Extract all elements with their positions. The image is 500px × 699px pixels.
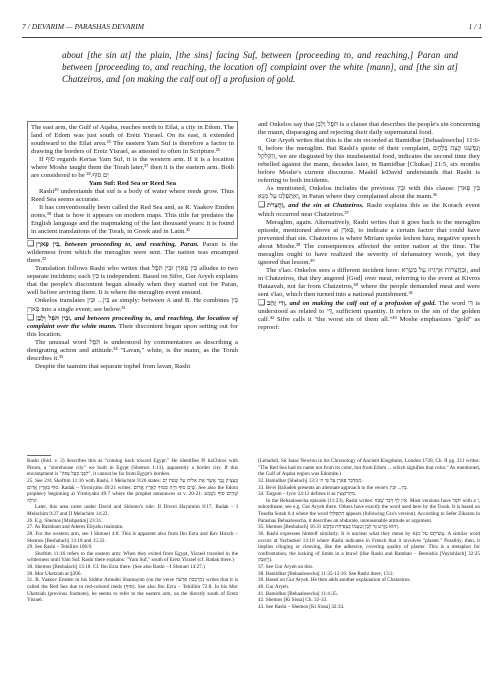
- lemma-translation: , and the sin at Chatzeiros.: [283, 202, 364, 210]
- footnote: (Lehadoli, Sir Isaac Newton in his Chronology of Ancient Kingdoms, London 1728, Ch. II pg. 211 writes: "The Red Sea had its name not from its color, but from Edom ... which signifies that color." As mentioned, the Gulf of Aqaba region was Edomite.): [258, 458, 480, 478]
- checkbox-square-icon: ❑: [258, 298, 266, 308]
- entry-text: Rashi explains this as the Korach event which occurred near Chatzeiros.³⁷: [258, 202, 480, 218]
- commentary-paragraph: The unusual word תֹּפֶל is understood by commentators as describing a denigrating action and attitude.³⁴ "Lavan," white, is the mann, as the Torah describes it.³⁵: [27, 338, 238, 362]
- commentary-paragraph: The s'lao. Onkelos sees a different incident here: וּבַחֲצֵרוֹת אַרְגִּיזוּ עַל בִּשְׂרָא, and in Chatzeiros, that they angered [God] over meat, referring to the event at Kivros Hataavah, not far from Chatzeiros,⁴⁰ where the people demanded meat and were sent s'lao, which then turned into a national punishment.⁴¹: [258, 266, 481, 298]
- lemma-translation: , between proceeding to, and reaching, Paran.: [59, 241, 199, 249]
- footnote: 32. Bamidbar [Shelach] 13:3 מִמִּדְבַּר פָּארָן עַל פִּי ה׳.: [258, 477, 363, 484]
- footnote: 34. Targum – Iyov 24:12 defines it as מִתְרוֹצְצִין.: [258, 491, 357, 498]
- entry-text: Paran is the wilderness from which the meraglim were sent. The nation was encamped there.³²: [27, 241, 238, 265]
- checkbox-square-icon: ❑: [258, 200, 266, 210]
- footnote: 25. See 2:8; Shoftim 11:16 with Rashi, I Melachim 9:26 states: בְּעֶצְיוֹן גֶּבֶר אֲשֶׁר אֶת אֵלוֹת עַל שְׂפַת יַם סוּף בְּאֶרֶץ אֱדוֹם. Radak – Yirmiyahu 49:21 writes: שֶׁיַּם סוּף הָיָה סָמוּךְ לְאֶרֶץ אֱדוֹם. See also the Edom prophecy beginning at Yirmiyahu 49:7 where the prophet announces at v. 20-21: שֶׁהַיַּם סוּף נִשְׁמַע קוֹלָהּ.: [27, 477, 239, 504]
- header-rule: [22, 37, 482, 38]
- commentary-entry: [258, 299, 480, 332]
- box-paragraph: It has conventionally been called the Red Sea and, as R. Yaakov Emden notes,³⁰ that is how it appears on modern maps. This title far predates the English language and the mapmaking of the last thousand years: it is found in ancient translations of the Torah, in Greek and in Latin.³¹: [31, 203, 234, 236]
- commentary-paragraph: As mentioned, Onkelos includes the previous וּבֵין with this clause: בֵּין פָּארָן וְאִתְפְּלַגוּ עַל מַנָּא, in Paran where they complained about the mann.³⁶: [258, 185, 480, 201]
- footnote: 28. For the western arm, see I Shmuel 4:8. This is apparent also from Ibn Ezra and Rav Hirsch – Shemos [Beshalach] 13:18 and 15:22.: [27, 530, 238, 544]
- footnote: Later, this area came under David and Shlomo's rule: II Divrei Hayamim 8:17, Radak – I Melachim 9:27 and II Melachim 14:22.: [27, 504, 238, 517]
- commentary-entry: [258, 201, 480, 218]
- commentary-entry: [27, 314, 238, 339]
- lemma-translation: , and between proceeding to, and reaching, the location of complaint over the white mann.: [27, 314, 238, 330]
- box-heading: Yam Suf: Red Sea or Reed Sea: [88, 179, 177, 187]
- entry-text: Their discontent began upon setting out for this location.: [27, 322, 238, 338]
- commentary-entry: [27, 240, 238, 265]
- footnote: 27. As Rashbam and Aderes Eliyahu maintain.: [27, 524, 124, 531]
- footnote: 33. Be'er BaSadeh presents an alternate approach to the verse's בֵּין... וּבֵין.: [258, 484, 408, 491]
- checkbox-square-icon: ❑: [27, 239, 35, 249]
- commentary-paragraph: and Onkelos say that תֹּפֶל וְלָבָן is a clause that describes the people's sin concerning the mann, disparaging and rejecting their daily supernatural food.: [258, 121, 480, 137]
- footnote: 26. E.g. Shemos [Mishpatim] 23:31.: [27, 517, 103, 524]
- footnote: Rashi (ibid. v. 2) describes this as "coming back toward Egypt." He identifies Pi haChiros with Pisom, a "storehouse city" we built in Egypt (Shemos 1:11), apparently a border city. If this encampment is "לִפְנֵי בַּעַל צְפוֹן", it cannot be far from Egypt's borders.: [27, 458, 238, 478]
- footnote: 43. See Rashi – Shemos [Ki Sissa] 32:34.: [258, 603, 345, 610]
- commentary-paragraph: Gur Aryeh writes that this is the sin recorded at Bamidbar [Behaalosecha] 11:6-9, before the meraglim. But Rashi's quote of their complaint, וְנַפְשֵׁנוּ קָצָה בַּלֶּחֶם הַקְּלֹקֵל, we are disgusted by this insubstantial food, indicates the second time they rebelled against the mann, decades later, in Bamidbar [Chukas] 21:5, six months before Moshe's current discourse. Maskil leDavid understands that Rashi is referring to both incidents.: [258, 137, 481, 185]
- commentary-paragraph: Meraglim, again. Alternatively, Rashi writes that it goes back to the meraglim episode, mentioned above at פָּארָן, to indicate a certain factor that could have prevented that sin. Chatzeiros is where Miriam spoke leshon hara, negative speech about Moshe.³⁸ The consequences affected the entire nation at the time. The meraglim ought to have realized the severity of defamatory words, yet they ignored that lesson.³⁹: [258, 218, 480, 266]
- footnote: 31. R. Yaakov Emden in his Siddur Amudei Shamayim (on the verse מַרְכְּבֹת פַּרְעֹה) writes that it is called the Red Sea due to red-colored reeds (סוּף). See also Ibn Ezra – Tehillim 72:8. In his Mor Uketziah (previous footnote), he seems to refer to the eastern arm, on the directly south of Eretz Yisrael.: [27, 577, 239, 604]
- lemma-translation: , and on making the calf out of a profusion of gold.: [285, 300, 437, 308]
- box-paragraph: The east arm, the Gulf of Aqaba, reaches north to Eilat, a city in Edom. The land of Edom was just south of Eretz Yisrael. On its east, it extended southward to the Eilat area.²⁵ The eastern Yam Suf is therefore a factor in drawing the borders of Eretz Yisrael, as attested to often in Scripture.²⁶: [31, 123, 234, 155]
- hebrew-lemma: וּבֵין תֹּפֶל וְלָבָן: [36, 314, 71, 322]
- checkbox-square-icon: ❑: [27, 312, 35, 322]
- commentary-paragraph: Onkelos translates בֵּין... וּבֵין as simply: between A and B. He combines בֵּין פָּארָן into a single event; see below.³³: [27, 297, 239, 313]
- commentary-left-column: [27, 121, 238, 371]
- footnote: 37. See Gur Aryeh on this.: [258, 564, 314, 570]
- commentary-right-column: [258, 121, 480, 332]
- footnote: 42. Shemos [Ki Sissa] Ch. 32-33.: [258, 597, 328, 604]
- footnote: In the Behaalosecha episode (11:23), Rashi writes: אֵין לְךָ דָּבָר שֶׁבִּזּוּ. Most versions have תֹּפֶל with a ו, subordinate; see e.g. Gur Aryeh there. Others have exactly the word used here by the Torah. It is based on Tosefta Sotah 6:4 where the word הִתְפַּלְּלוּ appears (following Gra's version). According to Sefer Zikaron in Parashas Behaalosecha, it describes an obdurate, unreasonable attitude or argument.: [258, 497, 481, 524]
- box-paragraph: If סוּף regards Kerias Yam Suf, it is the western arm. If it is a location where Moshe taught them the Torah later,²⁷ then it is the eastern arm. Both are considered to be יַם סוּף.²⁸: [31, 155, 234, 179]
- hebrew-lemma: וַחֲצֵרֹת: [267, 202, 284, 210]
- footnote: 35. Shemos [Beshalach] 16:31 וְהוּא כְּזֶרַע גַּד לָבָן וְטַעְמוֹ כְּצַפִּיחִת בִּדְבָשׁ.: [258, 524, 399, 531]
- footnote: 41. Bamidbar [Behaalosecha] 11:4-35.: [258, 590, 339, 597]
- hebrew-lemma: וְדִי זָהָב: [267, 300, 286, 308]
- header-title: 7 / DEVARIM — PARASHAS DEVARIM: [22, 22, 145, 31]
- page-number: 1 / 1: [468, 22, 482, 31]
- box-paragraph: Rashi²⁹ understands that suf is a body of water where reeds grow. Thus Reed Sea seems accurate.: [31, 187, 234, 203]
- commentary-paragraph: Despite the taamim that separate tophel from lavan, Rashi: [35, 362, 191, 370]
- running-header: [22, 22, 482, 36]
- sidebar-box: [27, 121, 238, 239]
- footnote: 36. Rashi expresses himself similarly. It is unclear what they mean by עֲשִׂיתֶם עַל מַנָּא. A similar word occurs at Yechezkel 13:10 where Rashi indicates in French that it involves "plaster." Possibly, then, it implies clinging or cleaving, like the adhesive, covering quality of plaster. This is a metaphor for confrontation, the locking of limbs in a brawl (like Rashi and Ramban – Bereishis [Vayishlach] 32:25 וַיֵּאָבֵק).: [258, 530, 480, 564]
- commentary-paragraph: Translation follows Rashi who writes that בֵּין פָּארָן וּבֵין תֹּפֶל alludes to two separate incidents; each בֵּין is independent. Based on Sifre, Gur Aryeh explains that the people's discontent began already when they started out for Paran, well before arriving there. It is where the meraglim event ensued.: [27, 265, 239, 297]
- footnote: Shoftim 11:16 refers to the eastern arm: When they exited from Egypt, Yisrael traveled in the wilderness until Yam Suf. Rashi there explains: "Yam Suf," south of Eretz Yisrael (cf. Radak there.): [27, 550, 238, 564]
- footnote: 30. Shemos [Beshalach] 13:18. Cf. Ibn Ezra there. (See also Rashi – I Shmuel 14:27.): [27, 564, 205, 570]
- entry-text: The word דִּי is understood as related to דַּי, sufficient quantity. It refers to the sin of the golden calf.⁴² Sifre calls it "the worst sin of them all."⁴³ Moshe emphasizes "gold" as reproof:: [258, 300, 480, 332]
- footnotes-right: [258, 458, 480, 610]
- footnote: 30. Mor Uketziah at §306.: [27, 570, 82, 577]
- footnote: 38. Bamidbar [Behaalosecha] 11:35-12:16. See Rashi there, 13:2.: [258, 570, 394, 577]
- footnote-rule: [27, 455, 51, 456]
- footnote: 29. See Rashi – Tehillim 106:9.: [27, 544, 93, 551]
- footnotes-left: [27, 458, 238, 604]
- footnote: 40. Gur Aryeh.: [258, 583, 290, 590]
- hebrew-lemma: בֵּין פָּארָן: [36, 241, 60, 249]
- main-translation-text: about [the sin at] the plain, [the sins] facing Suf, between [proceeding to, and reaching,] Paran and between [proceeding to, and reaching, the location of] complaint over the white [mann], and [the sin at] Chatzeiros, and [on making the calf out of] a profusion of gold.: [62, 50, 458, 85]
- footnote: 39. Based on Gur Aryeh. He then adds another explanation of Chatzeiros.: [258, 577, 411, 584]
